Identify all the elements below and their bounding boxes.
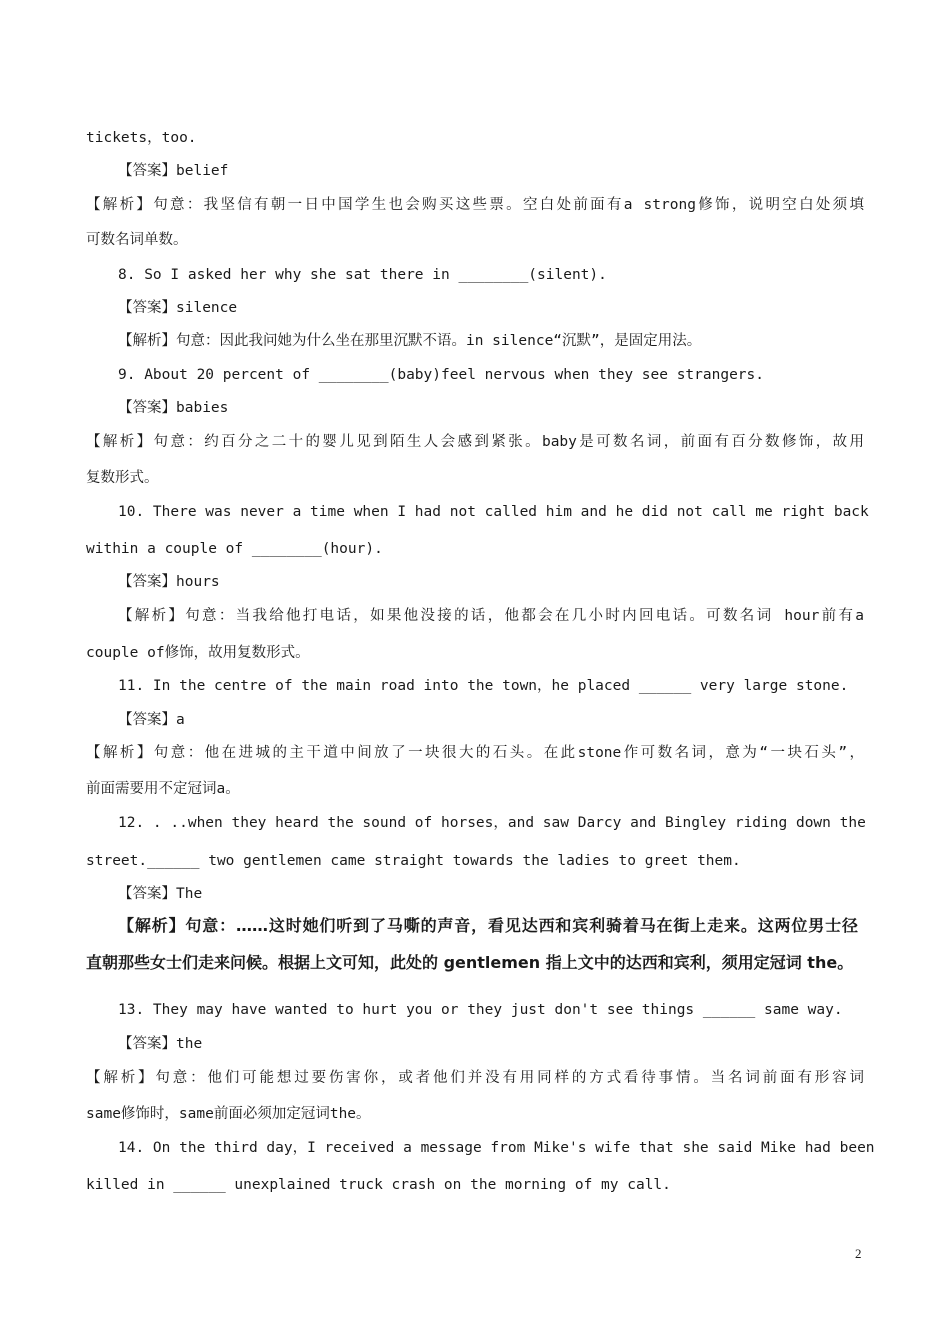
analysis-line: 【解析】句意：我坚信有朝一日中国学生也会购买这些票。空白处前面有a strong修饰，说明空白处须填 — [86, 197, 864, 213]
answer-line: 【答案】hours — [118, 574, 220, 590]
text-line: killed in ______ unexplained truck crash on the morning of my call. — [86, 1177, 671, 1193]
text-line: street.______ two gentlemen came straight towards the ladies to greet them. — [86, 853, 741, 869]
question-line: 9. About 20 percent of ________(baby)feel nervous when they see strangers. — [118, 367, 765, 383]
question-line: 13. They may have wanted to hurt you or they just don't see things ______ same way. — [118, 1002, 843, 1018]
text-line: same修饰时，same前面必须加定冠词the。 — [86, 1106, 371, 1122]
answer-line: 【答案】babies — [118, 400, 229, 416]
question-line: 11. In the centre of the main road into the town，he placed ______ very large stone. — [118, 678, 849, 694]
analysis-line: 【解析】句意：因此我问她为什么坐在那里沉默不语。in silence“沉默”，是固定用法。 — [118, 333, 702, 349]
text-line: within a couple of ________(hour). — [86, 541, 383, 557]
text-line: 前面需要用不定冠词a。 — [86, 781, 240, 797]
answer-line: 【答案】the — [118, 1036, 203, 1052]
answer-line: 【答案】silence — [118, 300, 238, 316]
answer-line: 【答案】The — [118, 886, 203, 902]
text-line: 可数名词单数。 — [86, 232, 188, 248]
analysis-line-bold: 【解析】句意：……这时她们听到了马嘶的声音，看见达西和宾利骑着马在街上走来。这两位男士径 — [118, 916, 858, 935]
question-line: 10. There was never a time when I had not called him and he did not call me right back — [118, 504, 869, 520]
question-line: 12. . ..when they heard the sound of horses，and saw Darcy and Bingley riding down the — [118, 815, 866, 831]
analysis-line: 【解析】句意：约百分之二十的婴儿见到陌生人会感到紧张。baby是可数名词，前面有百分数修饰，故用 — [86, 434, 864, 450]
page-number: 2 — [855, 1246, 862, 1261]
text-line: 复数形式。 — [86, 470, 159, 486]
analysis-line-bold: 直朝那些女士们走来问候。根据上文可知，此处的 gentlemen 指上文中的达西和宾利，须用定冠词 the。 — [86, 953, 854, 972]
answer-line: 【答案】a — [118, 712, 185, 728]
analysis-line: 【解析】句意：他在进城的主干道中间放了一块很大的石头。在此stone作可数名词，意为“一块石头”， — [86, 745, 864, 761]
analysis-line: 【解析】句意：当我给他打电话，如果他没接的话，他都会在几小时内回电话。可数名词 hour前有a — [118, 608, 864, 624]
question-line: 14. On the third day，I received a message from Mike's wife that she said Mike had been — [118, 1140, 875, 1156]
answer-line: 【答案】belief — [118, 163, 229, 179]
analysis-line: 【解析】句意：他们可能想过要伤害你，或者他们并没有用同样的方式看待事情。当名词前面有形容词 — [86, 1070, 864, 1086]
question-line: 8. So I asked her why she sat there in ________(silent). — [118, 267, 607, 283]
text-line: tickets，too. — [86, 130, 197, 146]
text-line: couple of修饰，故用复数形式。 — [86, 645, 310, 661]
